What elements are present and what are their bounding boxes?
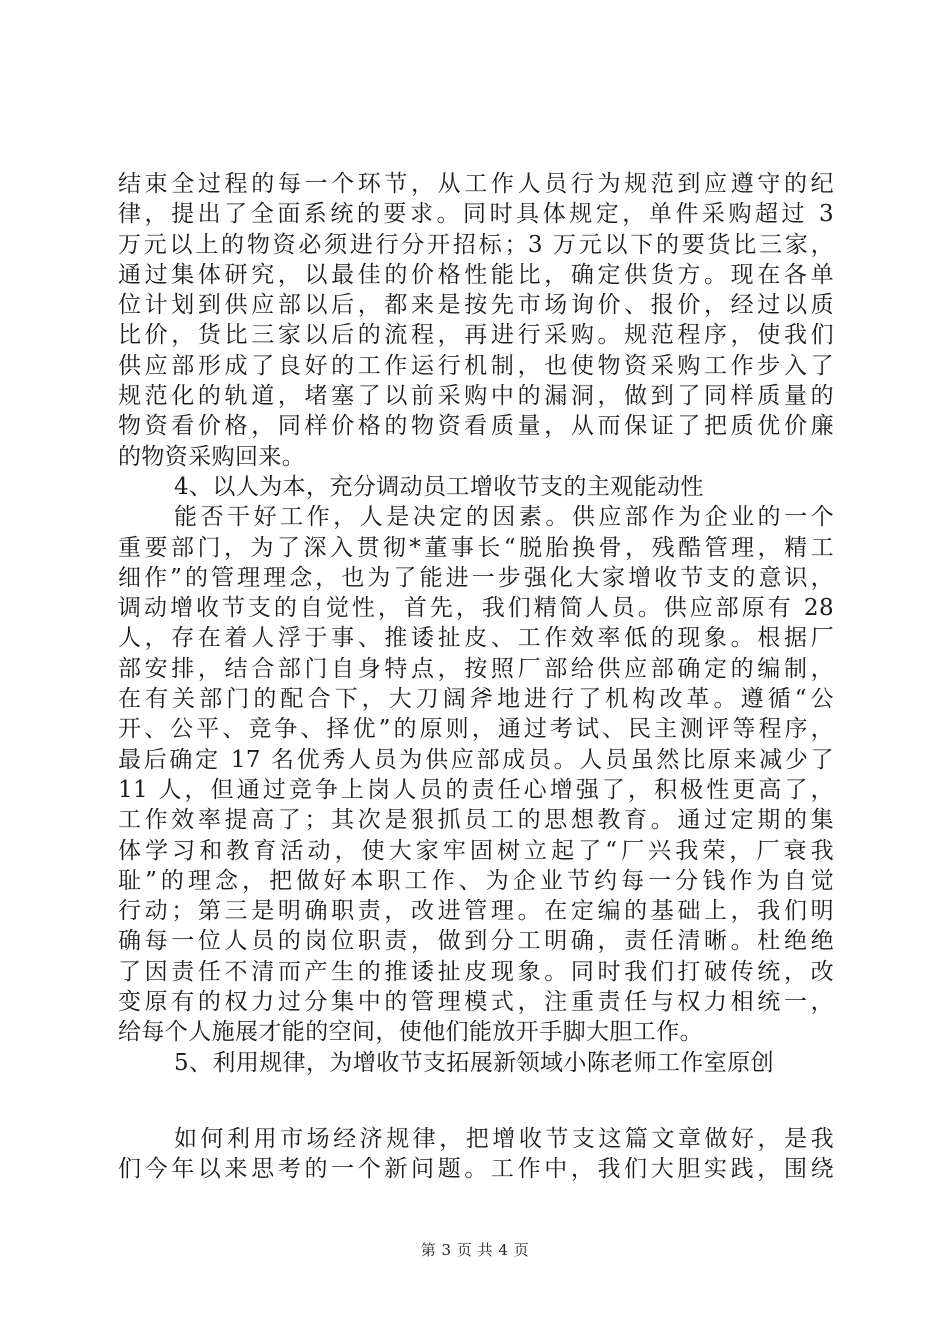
text-line: 11 人，但通过竞争上岗人员的责任心增强了，积极性更高了， bbox=[118, 776, 834, 803]
text-line: 人，存在着人浮于事、推诿扯皮、工作效率低的现象。根据厂 bbox=[118, 625, 834, 652]
text-line: 确每一位人员的岗位职责，做到分工明确，责任清晰。杜绝绝 bbox=[118, 928, 834, 955]
text-line: 物资看价格，同样价格的物资看质量，从而保证了把质优价廉 bbox=[118, 413, 834, 440]
text-line: 变原有的权力过分集中的管理模式，注重责任与权力相统一， bbox=[118, 989, 834, 1016]
text-line: 了因责任不清而产生的推诿扯皮现象。同时我们打破传统，改 bbox=[118, 958, 834, 985]
text-line: 的物资采购回来。 bbox=[118, 443, 306, 470]
text-line: 耻”的理念，把做好本职工作、为企业节约每一分钱作为自觉 bbox=[118, 867, 834, 894]
text-line: 们今年以来思考的一个新问题。工作中，我们大胆实践，围绕 bbox=[118, 1156, 834, 1183]
text-line: 如何利用市场经济规律，把增收节支这篇文章做好，是我 bbox=[174, 1125, 834, 1152]
text-line: 结束全过程的每一个环节，从工作人员行为规范到应遵守的纪 bbox=[118, 171, 834, 197]
section-heading: 4、以人为本，充分调动员工增收节支的主观能动性 bbox=[174, 473, 704, 500]
section-heading: 5、利用规律，为增收节支拓展新领域小陈老师工作室原创 bbox=[174, 1049, 775, 1076]
text-line: 比价，货比三家以后的流程，再进行采购。规范程序，使我们 bbox=[118, 322, 834, 349]
text-line: 部安排，结合部门自身特点，按照厂部给供应部确定的编制， bbox=[118, 655, 834, 682]
text-line: 行动；第三是明确职责，改进管理。在定编的基础上，我们明 bbox=[118, 898, 834, 925]
page-footer: 第 3 页 共 4 页 bbox=[420, 1241, 530, 1259]
text-line: 律，提出了全面系统的要求。同时具体规定，单件采购超过 3 bbox=[118, 201, 834, 228]
text-line: 能否干好工作，人是决定的因素。供应部作为企业的一个 bbox=[174, 504, 834, 531]
text-line: 调动增收节支的自觉性，首先，我们精简人员。供应部原有 28 bbox=[118, 595, 834, 622]
text-line: 体学习和教育活动，使大家牢固树立起了“厂兴我荣，厂衰我 bbox=[118, 837, 834, 864]
text-line: 在有关部门的配合下，大刀阔斧地进行了机构改革。遵循“公 bbox=[118, 686, 834, 713]
body-text bbox=[118, 169, 834, 1185]
text-line: 规范化的轨道，堵塞了以前采购中的漏洞，做到了同样质量的 bbox=[118, 383, 834, 410]
text-line: 通过集体研究，以最佳的价格性能比，确定供货方。现在各单 bbox=[118, 261, 834, 288]
text-line: 供应部形成了良好的工作运行机制，也使物资采购工作步入了 bbox=[118, 352, 834, 379]
text-line: 位计划到供应部以后，都来是按先市场询价、报价，经过以质 bbox=[118, 292, 834, 319]
text-line: 给每个人施展才能的空间，使他们能放开手脚大胆工作。 bbox=[118, 1019, 703, 1046]
text-line: 万元以上的物资必须进行分开招标；3 万元以下的要货比三家， bbox=[118, 231, 834, 258]
text-line: 细作”的管理理念，也为了能进一步强化大家增收节支的意识， bbox=[118, 564, 834, 591]
text-line: 工作效率提高了；其次是狠抓员工的思想教育。通过定期的集 bbox=[118, 807, 834, 834]
text-line: 最后确定 17 名优秀人员为供应部成员。人员虽然比原来减少了 bbox=[118, 746, 834, 773]
text-line: 开、公平、竞争、择优”的原则，通过考试、民主测评等程序， bbox=[118, 716, 834, 743]
text-line: 重要部门，为了深入贯彻*董事长“脱胎换骨，残酷管理，精工 bbox=[118, 534, 834, 561]
